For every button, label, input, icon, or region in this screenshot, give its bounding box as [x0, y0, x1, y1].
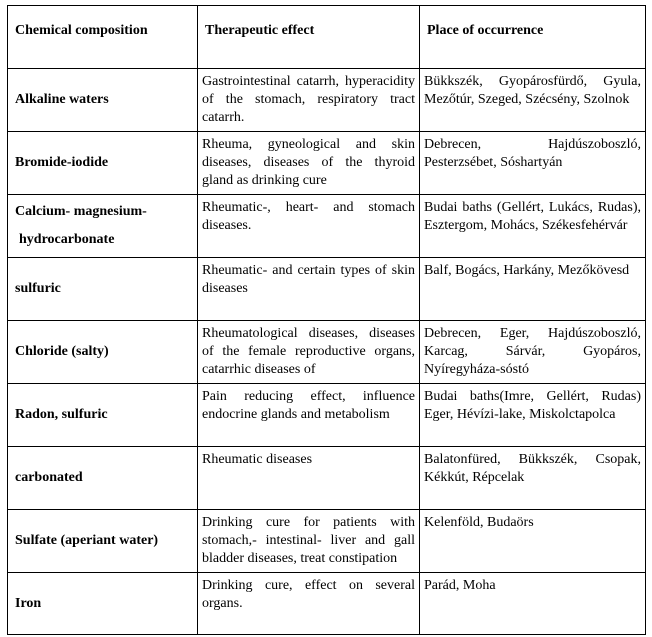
place-cell: Parád, Moha: [420, 573, 646, 635]
header-composition: Chemical composition: [8, 6, 198, 69]
composition-cell: Alkaline waters: [8, 69, 198, 132]
effect-text: Pain reducing effect, influence endocrine glands and metabolism: [202, 389, 415, 422]
place-cell: Debrecen, Hajdúszoboszló, Pesterzsébet, Sóshartyán: [420, 132, 646, 195]
place-cell: Kelenföld, Budaörs: [420, 510, 646, 573]
place-cell: Debrecen, Eger, Hajdúszoboszló, Karcag, Sárvár, Gyopáros, Nyíregyháza-sóstó: [420, 321, 646, 384]
effect-cell: [198, 384, 420, 447]
effect-text: Rheumatic-, heart- and stomach diseases.: [202, 200, 415, 233]
effect-text: Rheumatic- and certain types of skin diseases: [202, 263, 415, 296]
table-row: [8, 132, 646, 195]
place-cell: Budai baths(Imre, Gellért, Rudas) Eger, Hévízi-lake, Miskolctapolca: [420, 384, 646, 447]
composition-cell: carbonated: [8, 447, 198, 510]
header-place: Place of occurrence: [420, 6, 646, 69]
composition-cell: Chloride (salty): [8, 321, 198, 384]
effect-cell: [198, 321, 420, 384]
table-header-row: [8, 6, 646, 69]
effect-cell: [198, 195, 420, 258]
effect-text: Rheuma, gyneological and skin diseases, diseases of the thyroid gland as drinking cure: [202, 137, 415, 188]
effect-cell: [198, 69, 420, 132]
composition-cell: Bromide-iodide: [8, 132, 198, 195]
table-row: [8, 510, 646, 573]
table-row: [8, 69, 646, 132]
place-cell: Balf, Bogács, Harkány, Mezőkövesd: [420, 258, 646, 321]
effect-cell: [198, 258, 420, 321]
effect-text: Rheumatological diseases, diseases of the female reproductive organs, catarrhic diseases of: [202, 326, 415, 377]
place-cell: Balatonfüred, Bükkszék, Csopak, Kékkút, Répcelak: [420, 447, 646, 510]
table-row: [8, 195, 646, 258]
effect-text: Rheumatic diseases: [202, 452, 313, 467]
table-row: [8, 573, 646, 635]
composition-cell: Iron: [8, 573, 198, 635]
composition-line-1: Calcium- magnesium-: [15, 204, 147, 219]
effect-text: Gastrointestinal catarrh, hyperacidity of the stomach, respiratory tract catarrh.: [202, 74, 415, 125]
effect-cell: [198, 510, 420, 573]
effect-cell: [198, 573, 420, 635]
composition-cell: Radon, sulfuric: [8, 384, 198, 447]
place-cell: Bükkszék, Gyopárosfürdő, Gyula, Mezőtúr, Szeged, Szécsény, Szolnok: [420, 69, 646, 132]
effect-cell: [198, 132, 420, 195]
composition-cell: Sulfate (aperiant water): [8, 510, 198, 573]
composition-cell: [8, 195, 198, 258]
header-effect: Therapeutic effect: [198, 6, 420, 69]
composition-cell: sulfuric: [8, 258, 198, 321]
effect-cell: [198, 447, 420, 510]
composition-line-2: hydrocarbonate: [19, 232, 115, 247]
effect-text: Drinking cure for patients with stomach,- intestinal- liver and gall bladder diseases, treat constipation: [202, 515, 415, 566]
place-cell: Budai baths (Gellért, Lukács, Rudas), Esztergom, Mohács, Székesfehérvár: [420, 195, 646, 258]
table-row: [8, 321, 646, 384]
table-row: [8, 447, 646, 510]
effect-text: Drinking cure, effect on several organs.: [202, 578, 415, 611]
table-row: [8, 258, 646, 321]
table-row: [8, 384, 646, 447]
mineral-water-table: [7, 5, 646, 635]
